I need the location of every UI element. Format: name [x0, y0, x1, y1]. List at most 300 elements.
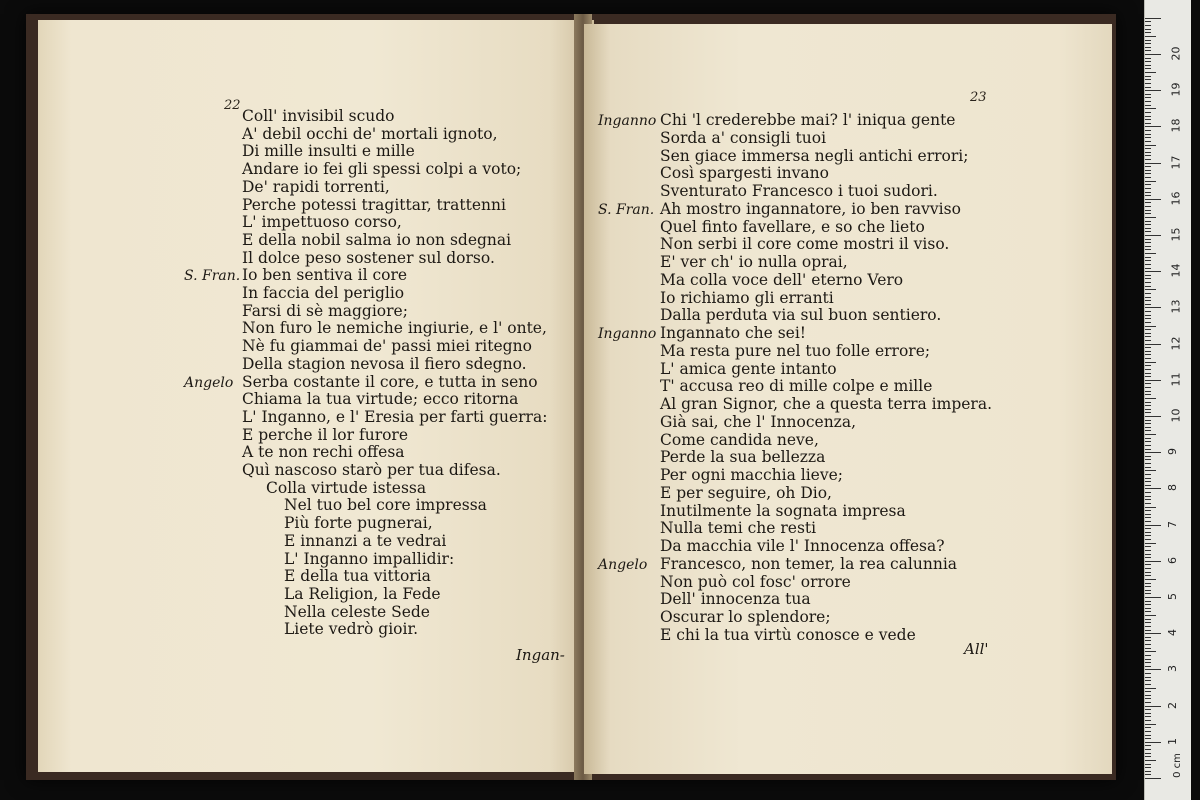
ruler-tick [1145, 391, 1151, 392]
verse-line: Io ben sentiva il core [242, 266, 408, 285]
ruler-tick [1145, 528, 1151, 529]
ruler-tick [1145, 698, 1151, 699]
verse-line: Così spargesti invano [660, 164, 829, 183]
ruler-tick [1145, 481, 1151, 482]
page-number-right: 23 [970, 90, 987, 105]
ruler-tick [1145, 608, 1151, 609]
ruler-tick [1145, 478, 1151, 479]
ruler-tick [1145, 590, 1151, 591]
ruler-tick [1145, 557, 1151, 558]
ruler-tick [1145, 87, 1151, 88]
ruler-tick [1145, 546, 1151, 547]
verse-line: Francesco, non temer, la rea calunnia [660, 554, 958, 573]
verse-line: In faccia del periglio [242, 284, 405, 302]
ruler-tick [1145, 637, 1151, 638]
ruler-tick [1145, 503, 1151, 504]
verse-line: Ingannato che sei! [660, 324, 807, 342]
ruler-tick [1145, 738, 1151, 739]
ruler-tick [1145, 756, 1151, 757]
ruler-tick [1145, 264, 1151, 265]
ruler-tick [1145, 344, 1161, 345]
ruler-tick [1145, 669, 1161, 670]
ruler-tick [1145, 684, 1151, 685]
ruler-tick [1145, 543, 1156, 544]
verse-line: E della tua vittoria [284, 567, 431, 586]
ruler-tick [1145, 630, 1151, 631]
ruler-tick [1145, 213, 1151, 214]
speaker-label: Inganno [598, 326, 657, 342]
verse-line: Più forte pugnerai, [284, 514, 433, 533]
ruler-tick [1145, 771, 1151, 772]
ruler-tick [1145, 467, 1151, 468]
verse-line: Serba costante il core, e tutta in seno [242, 372, 538, 391]
ruler-tick [1145, 376, 1151, 377]
ruler-tick [1145, 474, 1151, 475]
ruler-tick [1145, 525, 1161, 526]
verse-line: A te non rechi offesa [242, 443, 405, 462]
verse-line: Sen giace immersa negli antichi errori; [660, 146, 969, 165]
ruler-number: 5 [1166, 593, 1179, 600]
ruler-tick [1145, 206, 1151, 207]
ruler-tick [1145, 709, 1151, 710]
ruler-tick [1145, 43, 1151, 44]
speaker-label: Angelo [598, 556, 648, 573]
ruler-tick [1145, 749, 1151, 750]
ruler-tick [1145, 192, 1151, 193]
ruler-tick [1145, 412, 1151, 413]
ruler-tick [1145, 402, 1151, 403]
verse-line: Quì nascoso starò per tua difesa. [242, 461, 501, 479]
ruler-tick [1145, 651, 1156, 652]
ruler-tick [1145, 449, 1151, 450]
ruler-tick [1145, 68, 1151, 69]
ruler-tick [1145, 94, 1151, 95]
ruler-tick [1145, 427, 1151, 428]
ruler-number: 1 [1166, 737, 1179, 745]
ruler-tick [1145, 362, 1156, 363]
ruler-number: 9 [1166, 448, 1179, 456]
ruler-tick [1145, 394, 1151, 395]
ruler-tick [1145, 564, 1151, 565]
ruler-number: 14 [1169, 263, 1183, 278]
ruler-tick [1145, 163, 1161, 164]
ruler-tick [1145, 318, 1151, 319]
ruler-tick [1145, 470, 1156, 471]
ruler-tick [1145, 36, 1156, 37]
ruler-tick [1145, 54, 1161, 55]
ruler-tick [1145, 735, 1151, 736]
verse-line: E per seguire, oh Dio, [660, 483, 832, 502]
ruler-tick [1145, 311, 1151, 312]
verse-line: Nè fu giammai de' passi miei ritegno [242, 337, 532, 356]
ruler-tick [1145, 441, 1151, 442]
ruler-tick [1145, 210, 1151, 211]
verse-line: Coll' invisibil scudo [242, 107, 395, 125]
ruler-tick [1145, 177, 1151, 178]
ruler-tick [1145, 510, 1151, 511]
ruler-tick [1145, 514, 1151, 515]
verse-line: Dalla perduta via sul buon sentiero. [660, 306, 942, 325]
verse-line: Chi 'l crederebbe mai? l' iniqua gente [660, 111, 956, 129]
ruler-tick [1145, 184, 1151, 185]
verse-line: Non furo le nemiche ingiurie, e l' onte, [242, 319, 547, 338]
ruler-tick [1145, 304, 1151, 305]
ruler-tick [1145, 420, 1151, 421]
verse-line: Sorda a' consigli tuoi [660, 128, 827, 147]
ruler-tick [1145, 463, 1151, 464]
verse-line: Della stagion nevosa il fiero sdegno. [242, 354, 527, 373]
ruler-tick [1145, 677, 1151, 678]
verse-line: Il dolce peso sostener sul dorso. [242, 248, 495, 267]
ruler-tick [1145, 224, 1151, 225]
verse-line: Nel tuo bel core impressa [284, 496, 487, 515]
ruler-tick [1145, 492, 1151, 493]
ruler-tick [1145, 456, 1151, 457]
ruler-tick [1145, 640, 1151, 641]
ruler-tick [1145, 188, 1151, 189]
ruler-tick [1145, 83, 1151, 84]
ruler-tick [1145, 691, 1151, 692]
ruler-tick [1145, 61, 1151, 62]
ruler-tick [1145, 166, 1151, 167]
catchword-right: All' [964, 640, 989, 658]
ruler-number: 17 [1169, 155, 1183, 170]
ruler-tick [1145, 622, 1151, 623]
ruler-tick [1145, 438, 1151, 439]
ruler-tick [1145, 268, 1151, 269]
ruler-tick [1145, 315, 1151, 316]
verse-line: Perde la sua bellezza [660, 448, 826, 467]
verse-line: L' impettuoso corso, [242, 213, 402, 232]
ruler-tick [1145, 119, 1151, 120]
ruler-tick [1145, 535, 1151, 536]
ruler-tick [1145, 65, 1151, 66]
ruler-number: 12 [1169, 336, 1183, 351]
ruler-tick [1145, 430, 1151, 431]
ruler-tick [1145, 116, 1151, 117]
ruler-tick [1145, 354, 1151, 355]
ruler-number: 7 [1166, 520, 1179, 528]
ruler-tick [1145, 720, 1151, 721]
ruler-tick [1145, 300, 1151, 301]
verse-line: E perche il lor furore [242, 425, 409, 444]
verse-line: E chi la tua virtù conosce e vede [660, 625, 916, 644]
ruler-tick [1145, 488, 1161, 489]
ruler-tick [1145, 235, 1161, 236]
ruler-tick [1145, 333, 1151, 334]
ruler-tick [1145, 499, 1151, 500]
ruler-tick [1145, 148, 1151, 149]
measuring-ruler [1144, 0, 1191, 800]
ruler-tick [1145, 275, 1151, 276]
ruler-tick [1145, 706, 1161, 707]
page-number-left: 22 [224, 98, 241, 113]
ruler-tick [1145, 626, 1151, 627]
ruler-tick [1145, 554, 1151, 555]
ruler-tick [1145, 97, 1151, 98]
verse-line: Al gran Signor, che a questa terra impera. [660, 395, 993, 413]
verse-line: A' debil occhi de' mortali ignoto, [242, 124, 498, 143]
ruler-tick [1145, 112, 1151, 113]
ruler-tick [1145, 572, 1151, 573]
ruler-tick [1145, 25, 1151, 26]
ruler-tick [1145, 778, 1161, 779]
ruler-tick [1145, 666, 1151, 667]
verse-line: Io richiamo gli erranti [660, 288, 834, 307]
ruler-tick [1145, 289, 1156, 290]
ruler-tick [1145, 760, 1156, 761]
ruler-tick [1145, 76, 1151, 77]
ruler-tick [1145, 485, 1151, 486]
ruler-tick [1145, 583, 1151, 584]
verse-line: Ma resta pure nel tuo folle errore; [660, 341, 931, 360]
ruler-tick [1145, 155, 1151, 156]
verse-line: E della nobil salma io non sdegnai [242, 230, 512, 249]
ruler-tick [1145, 217, 1156, 218]
ruler-tick [1145, 659, 1151, 660]
ruler-tick [1145, 373, 1151, 374]
ruler-tick [1145, 40, 1151, 41]
ruler-tick [1145, 633, 1161, 634]
ruler-tick [1145, 688, 1156, 689]
ruler-tick [1145, 695, 1151, 696]
ruler-tick [1145, 260, 1151, 261]
ruler-tick [1145, 101, 1151, 102]
ruler-tick [1145, 405, 1151, 406]
ruler-tick [1145, 445, 1151, 446]
verse-line: Inutilmente la sognata impresa [660, 501, 906, 520]
ruler-tick [1145, 387, 1151, 388]
ruler-tick [1145, 293, 1151, 294]
ruler-tick [1145, 568, 1151, 569]
ruler-tick [1145, 713, 1151, 714]
ruler-tick [1145, 326, 1156, 327]
verse-line: Oscurar lo splendore; [660, 608, 831, 626]
ruler-number: 11 [1169, 372, 1183, 387]
catchword-left: Ingan- [516, 646, 565, 664]
ruler-tick [1145, 202, 1151, 203]
ruler-number: 20 [1169, 46, 1183, 61]
ruler-unit-label: 0 cm [1171, 753, 1183, 778]
verse-line: Perche potessi tragittar, trattenni [242, 195, 506, 214]
ruler-tick [1145, 246, 1151, 247]
ruler-tick [1145, 593, 1151, 594]
ruler-tick [1145, 517, 1151, 518]
verse-line: Quel finto favellare, e so che lieto [660, 217, 925, 236]
ruler-tick [1145, 383, 1151, 384]
ruler-tick [1145, 561, 1161, 562]
speaker-label: Inganno [598, 113, 657, 129]
verse-line: Per ogni macchia lieve; [660, 466, 844, 484]
ruler-tick [1145, 532, 1151, 533]
ruler-number: 4 [1166, 629, 1179, 637]
ruler-tick [1145, 619, 1151, 620]
ruler-tick [1145, 380, 1161, 381]
verse-line: De' rapidi torrenti, [242, 177, 390, 196]
ruler-tick [1145, 764, 1151, 765]
ruler-tick [1145, 550, 1151, 551]
verse-line: La Religion, la Fede [284, 584, 441, 603]
ruler-tick [1145, 452, 1161, 453]
verse-line: E innanzi a te vedrai [284, 531, 447, 550]
ruler-number: 19 [1169, 82, 1183, 97]
ruler-tick [1145, 282, 1151, 283]
speaker-label: S. Fran. [184, 268, 241, 285]
ruler-tick [1145, 459, 1151, 460]
ruler-tick [1145, 307, 1161, 308]
ruler-tick [1145, 753, 1151, 754]
ruler-tick [1145, 358, 1151, 359]
verse-line: Di mille insulti e mille [242, 142, 415, 161]
ruler-tick [1145, 716, 1151, 717]
ruler-tick [1145, 239, 1151, 240]
verse-line: Ma colla voce dell' eterno Vero [660, 270, 904, 289]
ruler-number: 2 [1166, 701, 1179, 709]
ruler-tick [1145, 90, 1161, 91]
verse-line: L' Inganno, e l' Eresia per farti guerra: [242, 407, 548, 426]
verse-line: Non può col fosc' orrore [660, 572, 851, 591]
ruler-tick [1145, 141, 1151, 142]
verse-line: E' ver ch' io nulla oprai, [660, 253, 848, 271]
verse-line: Sventurato Francesco i tuoi sudori. [660, 182, 938, 200]
ruler-tick [1145, 507, 1156, 508]
verse-line: Non serbi il core come mostri il viso. [660, 235, 950, 254]
ruler-tick [1145, 329, 1151, 330]
ruler-tick [1145, 58, 1151, 59]
ruler-tick [1145, 271, 1161, 272]
ruler-tick [1145, 347, 1151, 348]
ruler-tick [1145, 655, 1151, 656]
ruler-tick [1145, 173, 1151, 174]
ruler-tick [1145, 21, 1151, 22]
right-page [584, 24, 1112, 774]
ruler-tick [1145, 351, 1151, 352]
ruler-number: 6 [1166, 556, 1179, 564]
ruler-tick [1145, 181, 1156, 182]
ruler-tick [1145, 105, 1151, 106]
verse-line: Liete vedrò gioir. [284, 620, 419, 639]
ruler-tick [1145, 680, 1151, 681]
ruler-tick [1145, 398, 1156, 399]
ruler-tick [1145, 586, 1151, 587]
ruler-tick [1145, 145, 1156, 146]
ruler-tick [1145, 242, 1151, 243]
ruler-tick [1145, 336, 1151, 337]
verse-line: Come candida neve, [660, 430, 819, 449]
ruler-tick [1145, 539, 1151, 540]
ruler-tick [1145, 579, 1156, 580]
ruler-tick [1145, 340, 1151, 341]
ruler-tick [1145, 369, 1151, 370]
ruler-tick [1145, 702, 1151, 703]
verse-line: Chiama la tua virtude; ecco ritorna [242, 390, 519, 409]
verse-line: Nulla temi che resti [660, 519, 817, 538]
speaker-label: Angelo [184, 374, 234, 391]
ruler-tick [1145, 253, 1156, 254]
ruler-tick [1145, 423, 1151, 424]
ruler-tick [1145, 257, 1151, 258]
ruler-tick [1145, 745, 1151, 746]
ruler-tick [1145, 662, 1151, 663]
ruler-number: 18 [1169, 118, 1183, 133]
ruler-tick [1145, 297, 1151, 298]
ruler-tick [1145, 322, 1151, 323]
ruler-tick [1145, 673, 1151, 674]
ruler-tick [1145, 195, 1151, 196]
ruler-number: 10 [1169, 408, 1183, 423]
ruler-tick [1145, 365, 1151, 366]
verse-line: Già sai, che l' Innocenza, [660, 412, 857, 431]
ruler-tick [1145, 731, 1151, 732]
ruler-tick [1145, 18, 1161, 19]
ruler-tick [1145, 409, 1151, 410]
ruler-tick [1145, 231, 1151, 232]
ruler-tick [1145, 742, 1161, 743]
ruler-tick [1145, 278, 1151, 279]
ruler-tick [1145, 611, 1151, 612]
ruler-number: 15 [1169, 227, 1183, 242]
ruler-tick [1145, 108, 1156, 109]
ruler-tick [1145, 644, 1151, 645]
ruler-tick [1145, 416, 1161, 417]
ruler-tick [1145, 434, 1156, 435]
ruler-tick [1145, 597, 1161, 598]
ruler-tick [1145, 767, 1151, 768]
verse-line: Dell' innocenza tua [660, 590, 811, 609]
ruler-tick [1145, 137, 1151, 138]
ruler-tick [1145, 727, 1151, 728]
verse-line: Colla virtude istessa [266, 478, 427, 497]
ruler-tick [1145, 604, 1151, 605]
ruler-tick [1145, 615, 1156, 616]
ruler-tick [1145, 575, 1151, 576]
ruler-number: 3 [1166, 665, 1179, 673]
ruler-number: 8 [1166, 484, 1179, 492]
ruler-tick [1145, 286, 1151, 287]
ruler-tick [1145, 152, 1151, 153]
ruler-tick [1145, 134, 1151, 135]
ruler-tick [1145, 126, 1161, 127]
ruler-tick [1145, 774, 1151, 775]
ruler-tick [1145, 159, 1151, 160]
speaker-label: S. Fran. [598, 201, 655, 218]
verse-line: Farsi di sè maggiore; [242, 301, 408, 320]
ruler-tick [1145, 32, 1151, 33]
ruler-tick [1145, 521, 1151, 522]
ruler-tick [1145, 221, 1151, 222]
ruler-tick [1145, 199, 1161, 200]
ruler-tick [1145, 123, 1151, 124]
ruler-tick [1145, 249, 1151, 250]
ruler-number: 16 [1169, 191, 1183, 206]
verse-line: L' Inganno impallidir: [284, 549, 455, 568]
left-page [38, 20, 594, 772]
ruler-tick [1145, 29, 1151, 30]
verse-line: L' amica gente intanto [660, 359, 837, 378]
ruler-tick [1145, 170, 1151, 171]
verse-line: Da macchia vile l' Innocenza offesa? [660, 537, 945, 555]
ruler-tick [1145, 47, 1151, 48]
ruler-tick [1145, 648, 1151, 649]
open-book [26, 14, 1116, 780]
verse-line: T' accusa reo di mille colpe e mille [660, 377, 933, 396]
ruler-tick [1145, 724, 1156, 725]
ruler-tick [1145, 496, 1151, 497]
ruler-number: 13 [1169, 299, 1183, 314]
verse-line: Andare io fei gli spessi colpi a voto; [242, 160, 522, 179]
ruler-tick [1145, 228, 1151, 229]
ruler-tick [1145, 50, 1151, 51]
